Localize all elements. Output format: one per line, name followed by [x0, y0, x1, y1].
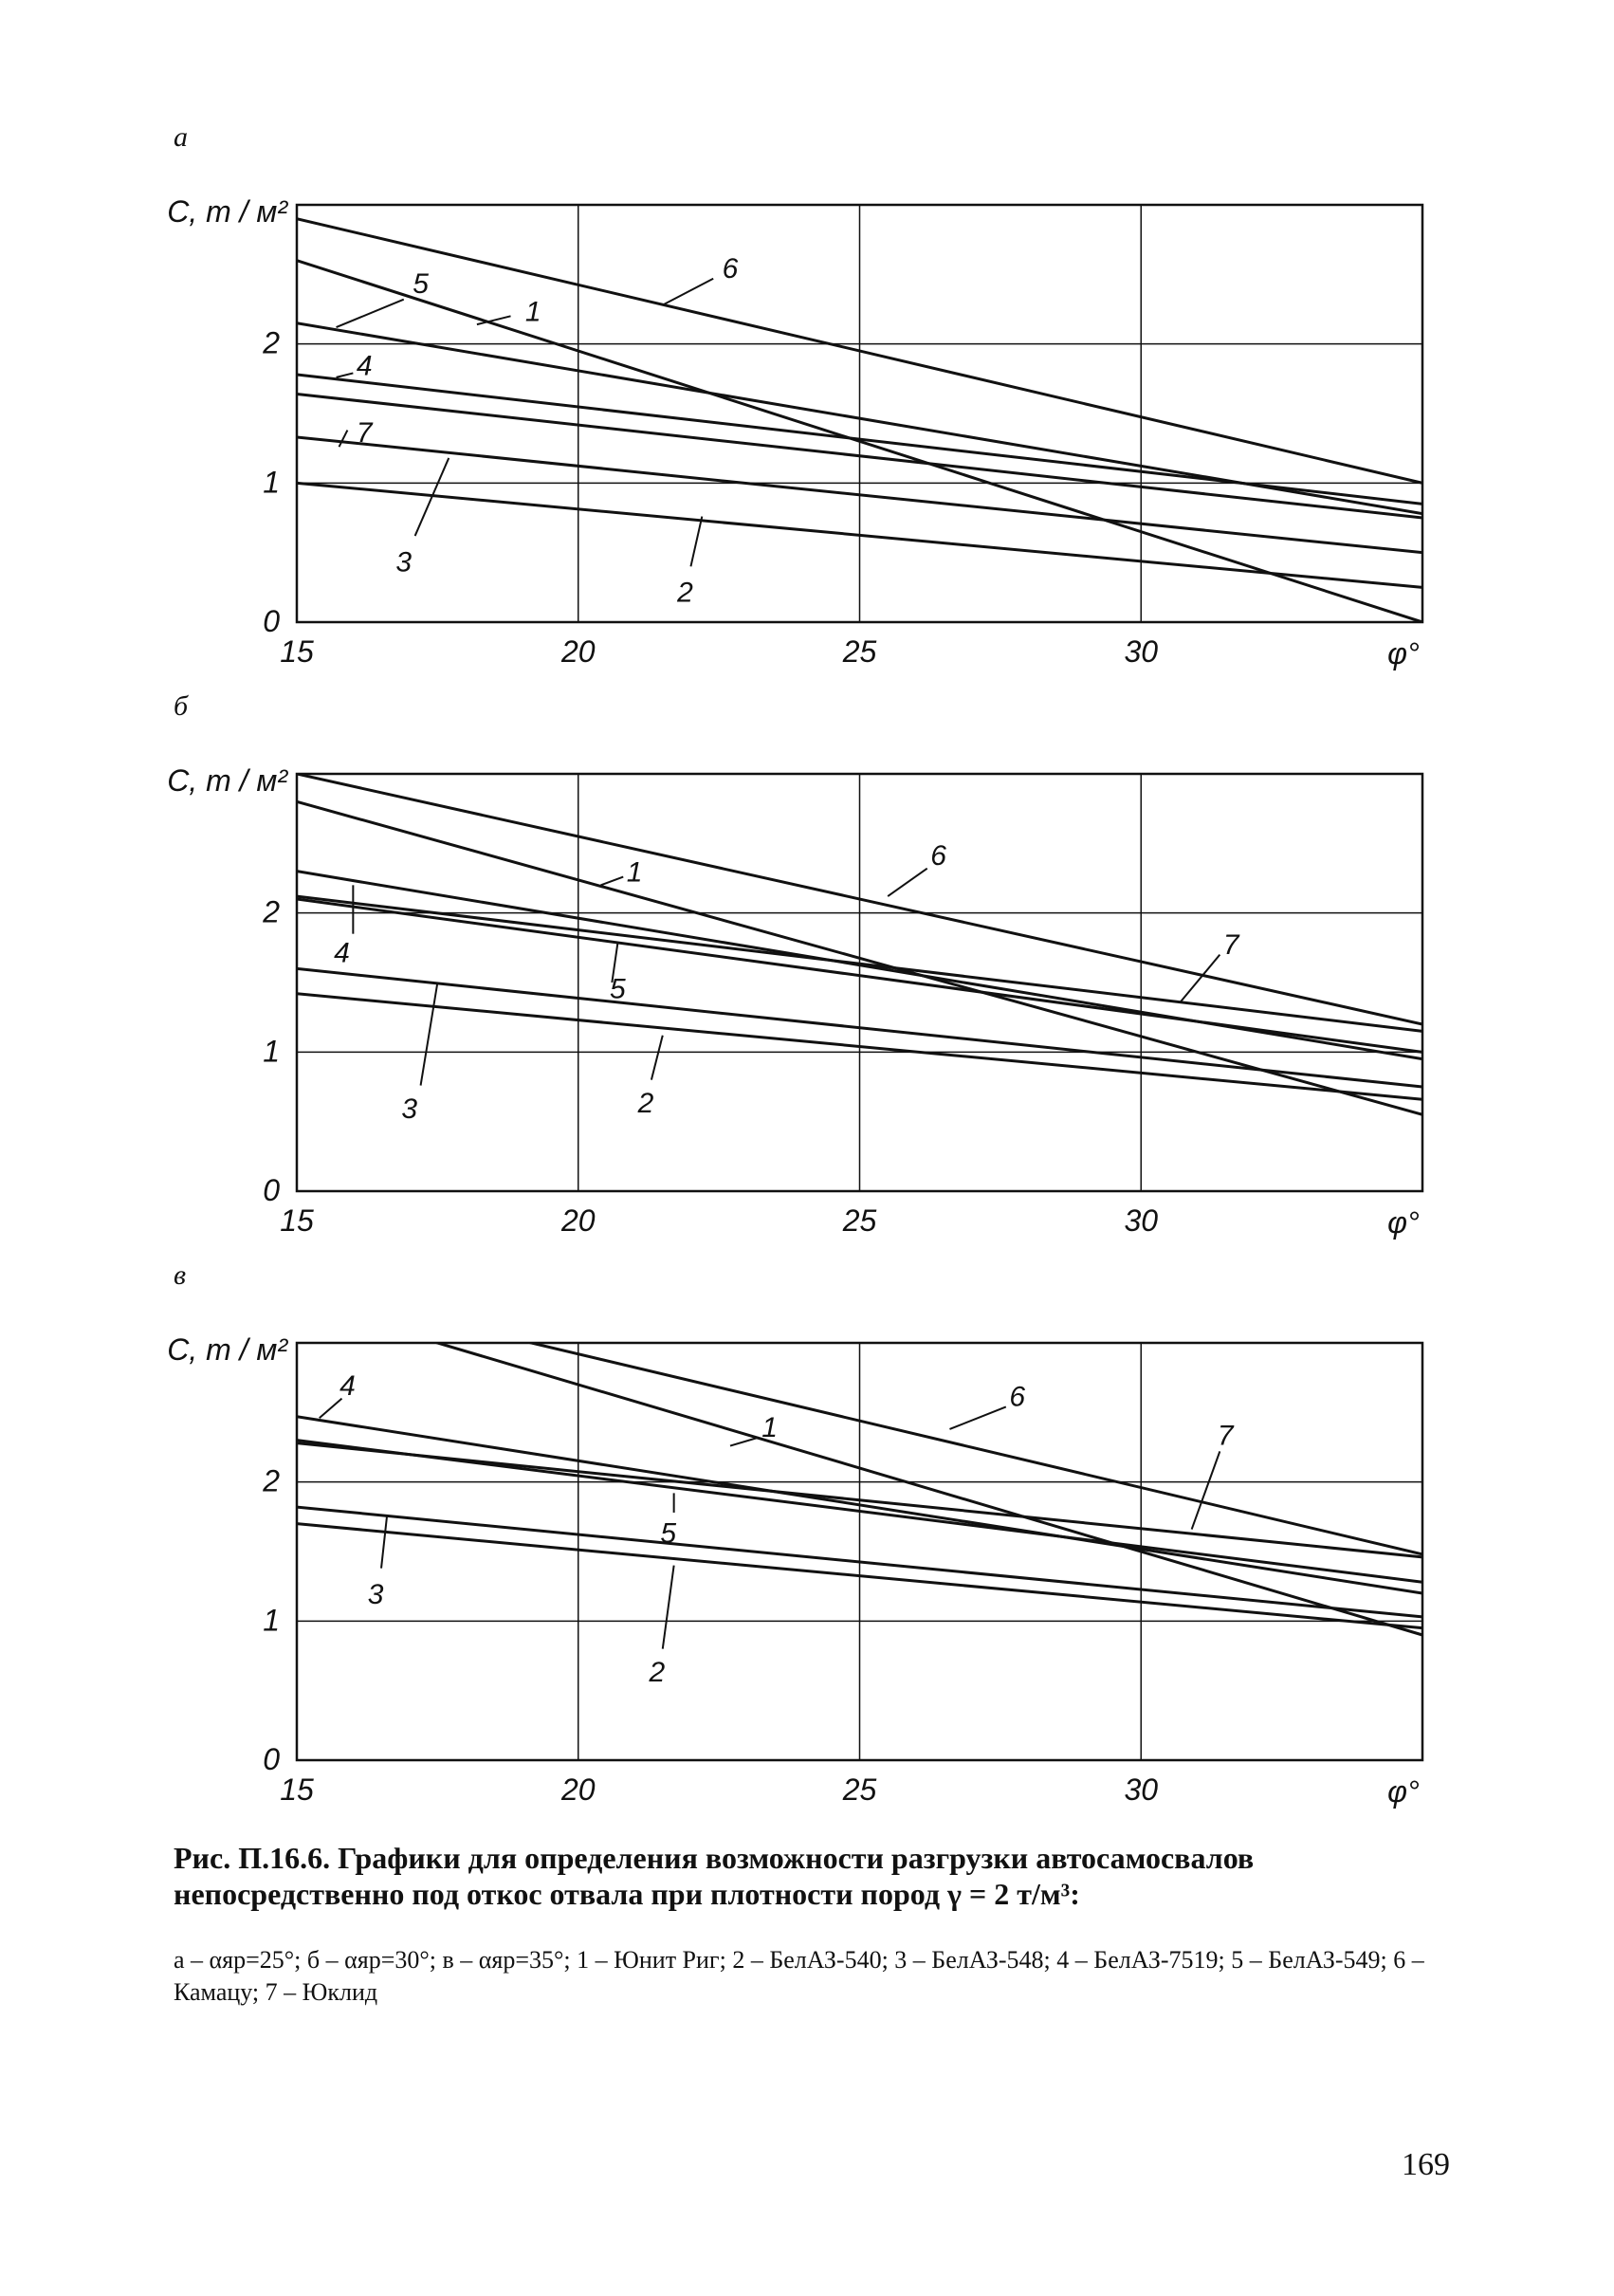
x-tick-label: 20: [560, 634, 596, 669]
series-label-1: 1: [761, 1411, 778, 1443]
y-tick-label: 0: [263, 1173, 280, 1207]
y-axis-label: С, т / м²: [167, 763, 287, 798]
x-tick-label: 25: [842, 1773, 877, 1807]
x-tick-label: 20: [560, 1203, 596, 1238]
series-label-4: 4: [356, 350, 373, 382]
chart-panel-b: [0, 740, 1614, 1309]
series-label-3: 3: [401, 1093, 418, 1125]
y-axis-label: С, т / м²: [167, 194, 287, 229]
series-label-4: 4: [334, 937, 350, 969]
series-leader-1: [600, 877, 623, 886]
series-label-5: 5: [609, 973, 626, 1005]
x-axis-label: φ°: [1387, 1774, 1420, 1809]
series-leader-7: [1192, 1451, 1220, 1529]
x-tick-label: 20: [560, 1773, 596, 1807]
series-leader-2: [663, 1566, 674, 1649]
x-tick-label: 15: [280, 1203, 314, 1238]
series-leader-4: [320, 1399, 342, 1419]
series-leader-2: [690, 517, 702, 567]
x-tick-label: 30: [1124, 634, 1159, 669]
x-tick-label: 25: [842, 634, 877, 669]
series-leader-3: [421, 983, 438, 1086]
y-tick-label: 0: [263, 604, 280, 638]
figure-legend: а – αяр=25°; б – αяр=30°; в – αяр=35°; 1 – Юнит Риг; 2 – БелАЗ-540; 3 – БелАЗ-548; 4 – БелАЗ-7519; 5 – БелАЗ-549; 6 – Камацу; 7 – Юклид: [174, 1946, 1424, 2006]
series-leader-3: [381, 1516, 387, 1568]
y-axis-label: С, т / м²: [167, 1332, 287, 1367]
series-leader-7: [339, 431, 348, 448]
y-tick-label: 1: [263, 465, 280, 500]
series-label-1: 1: [626, 856, 643, 889]
series-label-7: 7: [1222, 928, 1239, 961]
series-label-6: 6: [1009, 1381, 1026, 1413]
series-label-7: 7: [1217, 1420, 1234, 1452]
y-tick-label: 2: [263, 1463, 280, 1498]
panel-letter-a: а: [174, 121, 188, 153]
series-leader-5: [337, 300, 404, 327]
series-label-2: 2: [649, 1656, 666, 1688]
y-tick-label: 2: [263, 894, 280, 929]
x-axis-label: φ°: [1387, 636, 1420, 670]
y-tick-label: 1: [263, 1034, 280, 1069]
series-label-2: 2: [677, 577, 693, 609]
series-leader-4: [337, 373, 354, 377]
series-leader-1: [730, 1438, 759, 1446]
series-leader-6: [949, 1406, 1005, 1428]
series-label-3: 3: [367, 1578, 384, 1610]
x-tick-label: 30: [1124, 1773, 1159, 1807]
series-label-4: 4: [339, 1369, 356, 1402]
y-tick-label: 2: [263, 325, 280, 360]
series-label-2: 2: [637, 1087, 654, 1119]
x-tick-label: 15: [280, 1773, 314, 1807]
x-axis-label: φ°: [1387, 1205, 1420, 1240]
figure-caption: Рис. П.16.6. Графики для определения возможности разгрузки автосамосвалов непосредственно под откос отвала при плотности пород γ = 2 т/м³:: [174, 1841, 1255, 1911]
series-label-6: 6: [930, 839, 946, 872]
panel-letter-c: в: [174, 1259, 187, 1291]
y-tick-label: 0: [263, 1742, 280, 1776]
chart-panel-c: [0, 1309, 1614, 1878]
series-label-6: 6: [722, 252, 739, 285]
series-leader-2: [651, 1036, 663, 1080]
panel-letter-b: б: [174, 690, 189, 722]
page-number: 169: [1402, 2147, 1450, 2182]
series-label-3: 3: [395, 546, 413, 579]
series-label-5: 5: [660, 1517, 677, 1550]
y-tick-label: 1: [263, 1603, 280, 1638]
series-leader-6: [888, 869, 927, 896]
chart-panel-a: [0, 171, 1614, 740]
x-tick-label: 30: [1124, 1203, 1159, 1238]
x-tick-label: 25: [842, 1203, 877, 1238]
series-label-1: 1: [524, 296, 541, 328]
series-label-7: 7: [356, 416, 373, 449]
x-tick-label: 15: [280, 634, 314, 669]
series-leader-6: [663, 279, 713, 305]
series-label-5: 5: [413, 267, 429, 300]
